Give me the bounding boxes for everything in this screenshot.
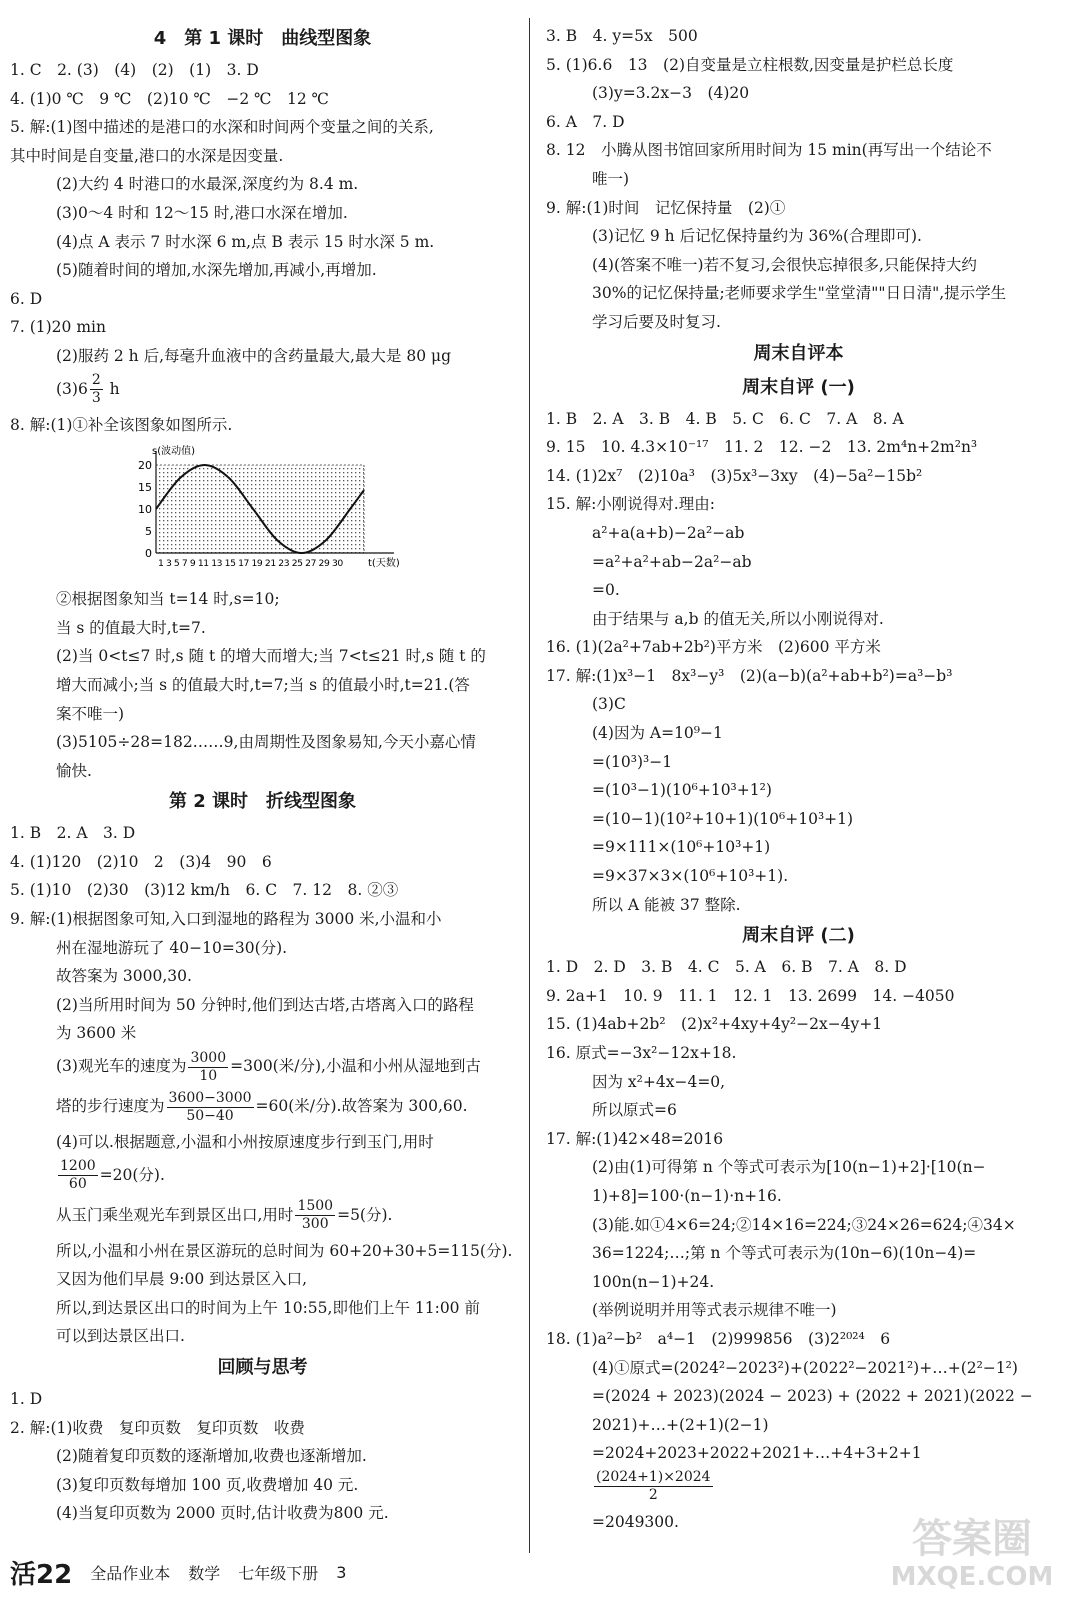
answer-line: (3)5105÷28=182……9,由周期性及图象易知,今天小嘉心情: [56, 733, 476, 752]
answer-line: 当 s 的值最大时,t=7.: [56, 618, 206, 637]
section-subtitle: 周末自评 (一): [742, 376, 855, 398]
answer-line: (3)0～4 时和 12～15 时,港口水深在增加.: [56, 203, 348, 222]
left-column: [10, 22, 515, 1528]
answer-line: (4)因为 A=10⁹−1: [592, 724, 723, 743]
y-tick-label: 5: [145, 525, 152, 539]
answer-line: 故答案为 3000,30.: [56, 967, 192, 986]
answer-line: =(10³)³−1: [592, 752, 673, 771]
section-subtitle: 周末自评 (二): [742, 925, 855, 947]
answer-line: 1)+8]=100·(n−1)·n+16.: [592, 1186, 782, 1205]
answer-line: 8. 解:(1)①补全该图象如图所示.: [10, 415, 233, 434]
answer-line: 15. (1)4ab+2b² (2)x²+4xy+4y²−2x−4y+1: [546, 1015, 883, 1034]
fraction: $\frac{2}{3}$: [91, 372, 101, 407]
answer-line: 16. (1)(2a²+7ab+2b²)平方米 (2)600 平方米: [546, 638, 881, 657]
answer-line: 因为 x²+4x−4=0,: [592, 1072, 726, 1091]
watermark-url: MXQE.COM: [890, 1562, 1054, 1592]
answer-line: 案不唯一): [56, 704, 125, 723]
answer-line: (3)复印页数每增加 100 页,收费增加 40 元.: [56, 1475, 359, 1494]
answer-line: (3)y=3.2x−3 (4)20: [592, 84, 750, 103]
y-tick-label: 0: [145, 547, 152, 561]
answer-line: (2)当 0<t≤7 时,s 随 t 的增大而增大;当 7<t≤21 时,s 随 t 的: [56, 647, 486, 666]
answer-line: =(10−1)(10²+10+1)(10⁶+10³+1): [592, 809, 854, 828]
fraction: $\frac{1200}{60}$: [60, 1158, 96, 1193]
section-title: 4 第 1 课时 曲线型图象: [153, 28, 372, 49]
answer-line: 16. 原式=−3x²−12x+18.: [546, 1044, 737, 1062]
answer-line: 4. (1)120 (2)10 2 (3)4 90 6: [10, 852, 272, 871]
answer-line: =2049300.: [592, 1512, 679, 1531]
answer-line: 所以原式=6: [592, 1101, 677, 1120]
fraction: $\frac{3000}{10}$: [190, 1049, 227, 1084]
answer-line: (2)当所用时间为 50 分钟时,他们到达古塔,古塔离入口的路程: [56, 995, 474, 1014]
answer-line: (4)点 A 表示 7 时水深 6 m,点 B 表示 15 时水深 5 m.: [56, 232, 435, 251]
y-axis-label: s(波动值): [152, 446, 196, 458]
answer-line: 9. 15 10. 4.3×10⁻¹⁷ 11. 2 12. −2 13. 2m⁴n+2m²n³: [546, 438, 978, 457]
answer-line: 愉快.: [56, 761, 92, 780]
answer-line: 100n(n−1)+24.: [592, 1272, 715, 1291]
answer-line: =9×37×3×(10⁶+10³+1).: [592, 867, 789, 886]
answer-line: 17. 解:(1)42×48=2016: [546, 1129, 724, 1148]
answer-line: 9. 2a+1 10. 9 11. 1 12. 1 13. 2699 14. −4050: [546, 986, 955, 1005]
y-tick-label: 15: [138, 481, 152, 495]
book-title: 全品作业本: [90, 1563, 171, 1583]
y-tick-labels: [138, 459, 152, 560]
answer-line: 增大而减小;当 s 的值最大时,t=7;当 s 的值最小时,t=21.(答: [56, 675, 470, 694]
answer-line: (4)当复印页数为 2000 页时,估计收费为800 元.: [56, 1504, 389, 1523]
answer-line: 17. 解:(1)x³−1 8x³−y³ (2)(a−b)(a²+ab+b²)=a³−b³: [546, 666, 953, 685]
section-title: 第 2 课时 折线型图象: [168, 791, 357, 813]
answer-line: =a²+a²+ab−2a²−ab: [592, 552, 752, 571]
answer-line: =9×111×(10⁶+10³+1): [592, 838, 771, 857]
answer-line: 15. 解:小刚说得对.理由:: [546, 495, 715, 514]
answer-line: (5)随着时间的增加,水深先增加,再减小,再增加.: [56, 261, 377, 280]
answer-line: (2)由(1)可得第 n 个等式可表示为[10(n−1)+2]·[10(n−: [592, 1158, 986, 1177]
footer-number: 3: [336, 1562, 347, 1582]
answer-line: a²+a(a+b)−2a²−ab: [592, 523, 745, 542]
watermark-text: 答案圈: [912, 1516, 1032, 1562]
fraction: $\frac{3600-3000}{50-40}$: [168, 1089, 252, 1124]
grid-region: [156, 465, 364, 553]
answer-line: 5. (1)6.6 13 (2)自变量是立柱根数,因变量是护栏总长度: [546, 55, 954, 74]
answer-line: =0.: [592, 581, 620, 600]
answer-line: 6. A 7. D: [546, 112, 625, 131]
fraction: $\frac{(2024+1)\times 2024}{2}$: [596, 1469, 711, 1504]
answer-line: 4. (1)0 ℃ 9 ℃ (2)10 ℃ −2 ℃ 12 ℃: [10, 89, 329, 108]
page-footer: [10, 1552, 364, 1592]
answer-line: 36=1224;…;第 n 个等式可表示为(10n−6)(10n−4)=: [592, 1244, 977, 1263]
answer-line: 又因为他们早晨 9:00 到达景区入口,: [56, 1270, 308, 1289]
answer-line: 9. 解:(1)根据图象可知,入口到湿地的路程为 3000 米,小温和小: [10, 910, 442, 929]
wave-chart: [130, 443, 420, 573]
answer-line: 8. 12 小腾从图书馆回家所用时间为 15 min(再写出一个结论不: [546, 141, 992, 160]
answer-line: (3)能.如①4×6=24;②14×16=224;③24×26=624;④34×: [592, 1215, 1016, 1234]
answer-line: 7. (1)20 min: [10, 318, 106, 337]
answer-line: 1. C 2. (3) (4) (2) (1) 3. D: [10, 61, 259, 79]
answer-line: 30%的记忆保持量;老师要求学生"堂堂清""日日清",提示学生: [592, 284, 1007, 303]
answer-line: 2. 解:(1)收费 复印页数 复印页数 收费: [10, 1418, 305, 1437]
answer-line: 为 3600 米: [56, 1024, 137, 1043]
answer-line-fraction: 塔的步行速度为 $\frac{3600-3000}{50-40}$ =60(米/分).故答案为 300,60.: [56, 1089, 468, 1124]
answer-line: 5. (1)10 (2)30 (3)12 km/h 6. C 7. 12 8. ②③: [10, 881, 399, 900]
answer-line: 所以,到达景区出口的时间为上午 10:55,即他们上午 11:00 前: [56, 1298, 480, 1317]
answer-line: 可以到达景区出口.: [56, 1327, 185, 1346]
answer-line: =(10³−1)(10⁶+10³+1²): [592, 781, 772, 800]
right-column: [546, 22, 1051, 1537]
answer-line: 学习后要及时复习.: [592, 312, 721, 331]
answer-line: 3. B 4. y=5x 500: [546, 27, 698, 45]
answer-line-fraction: (3)6 $\frac{2}{3}$ h: [56, 372, 120, 407]
grade-label: 七年级下册: [238, 1563, 319, 1583]
answer-line: 18. (1)a²−b² a⁴−1 (2)999856 (3)2²⁰²⁴ 6: [546, 1329, 891, 1348]
answer-line-fraction: (3)观光车的速度为 $\frac{3000}{10}$ =300(米/分),小温和小州从湿地到古: [56, 1049, 481, 1084]
section-title: 回顾与思考: [217, 1357, 308, 1378]
answer-line-fraction: 从玉门乘坐观光车到景区出口,用时 $\frac{1500}{300}$ =5(分).: [56, 1198, 393, 1233]
answer-line: 1. B 2. A 3. B 4. B 5. C 6. C 7. A 8. A: [546, 409, 904, 428]
answer-line: =2024+2023+2022+2021+…+4+3+2+1: [592, 1444, 922, 1463]
column-divider: [529, 18, 530, 1553]
y-tick-label: 10: [138, 503, 152, 517]
answer-line: 1. B 2. A 3. D: [10, 824, 136, 843]
x-axis-label: t(天数): [368, 558, 400, 570]
answer-line: =(2024 + 2023)(2024 − 2023) + (2022 + 2021)(2022 −: [592, 1387, 1033, 1406]
answer-line: (2)服药 2 h 后,每毫升血液中的含药量最大,最大是 80 μg: [56, 346, 452, 365]
answer-line: 唯一): [592, 169, 630, 188]
answer-line: 14. (1)2x⁷ (2)10a³ (3)5x³−3xy (4)−5a²−15b²: [546, 466, 923, 485]
page-number: 活22: [10, 1559, 73, 1590]
x-tick-labels: 1 3 5 7 9 11 13 15 17 19 21 23 25 27 29 30: [158, 558, 343, 570]
answer-line: (2)大约 4 时港口的水最深,深度约为 8.4 m.: [56, 175, 359, 194]
subject-label: 数学: [188, 1563, 221, 1583]
answer-line: 1. D: [10, 1390, 43, 1408]
y-tick-label: 20: [138, 459, 152, 473]
answer-line: 2021)+…+(2+1)(2−1): [592, 1415, 769, 1434]
answer-line: (2)随着复印页数的逐渐增加,收费也逐渐增加.: [56, 1447, 367, 1466]
answer-line: 5. 解:(1)图中描述的是港口的水深和时间两个变量之间的关系,: [10, 118, 434, 137]
answer-line: 州在湿地游玩了 40−10=30(分).: [56, 938, 288, 957]
answer-line: (举例说明并用等式表示规律不唯一): [592, 1301, 837, 1320]
answer-line: (4)①原式=(2024²−2023²)+(2022²−2021²)+…+(2²−1²): [592, 1358, 1018, 1377]
answer-line: 9. 解:(1)时间 记忆保持量 (2)①: [546, 198, 786, 217]
answer-line: 6. D: [10, 289, 43, 308]
section-title: 周末自评本: [753, 342, 844, 364]
watermark-logo: [882, 1500, 1062, 1595]
fraction: $\frac{1500}{300}$: [297, 1198, 334, 1233]
answer-line: (4)(答案不唯一)若不复习,会很快忘掉很多,只能保持大约: [592, 255, 977, 274]
answer-line: (3)C: [592, 695, 626, 714]
answer-line: 所以,小温和小州在景区游玩的总时间为 60+20+30+5=115(分).: [56, 1241, 513, 1260]
answer-line: 所以 A 能被 37 整除.: [592, 895, 741, 914]
answer-line: (3)记忆 9 h 后记忆保持量约为 36%(合理即可).: [592, 227, 922, 246]
answer-line: ②根据图象知当 t=14 时,s=10;: [56, 590, 280, 609]
answer-line: 1. D 2. D 3. B 4. C 5. A 6. B 7. A 8. D: [546, 958, 907, 977]
answer-line-fraction: $\frac{1200}{60}$ =20(分).: [60, 1158, 165, 1193]
answer-line: 由于结果与 a,b 的值无关,所以小刚说得对.: [592, 609, 884, 628]
answer-line: (4)可以.根据题意,小温和小州按原速度步行到玉门,用时: [56, 1133, 434, 1152]
answer-line: 其中时间是自变量,港口的水深是因变量.: [10, 146, 284, 165]
